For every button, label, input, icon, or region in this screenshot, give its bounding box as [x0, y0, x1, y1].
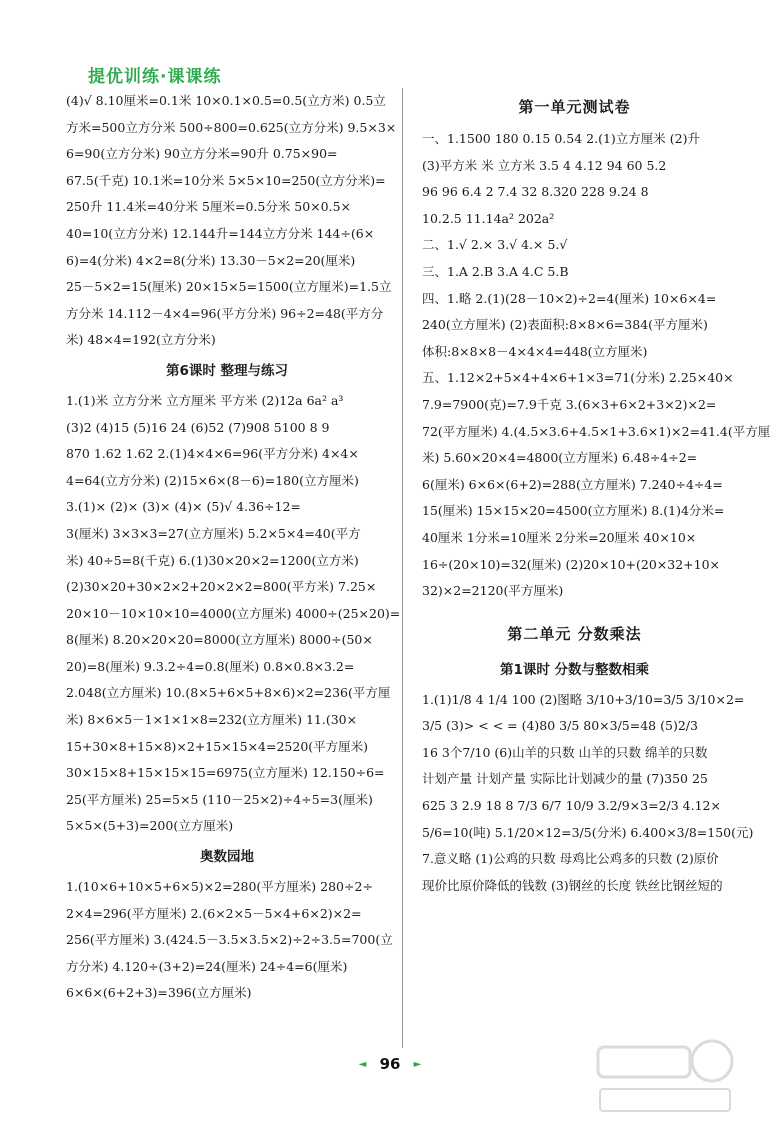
text-line: 30×15×8+15×15×15=6975(立方厘米) 12.150÷6=	[66, 765, 385, 781]
next-arrow-icon: ►	[413, 1059, 422, 1070]
text-line: 870 1.62 1.62 2.(1)4×4×6=96(平方分米) 4×4×	[66, 446, 359, 462]
text-line: 16÷(20×10)=32(厘米) (2)20×10+(20×32+10×	[422, 556, 721, 572]
text-line: 二、1.√ 2.× 3.√ 4.× 5.√	[422, 237, 568, 253]
text-line: 5/6=10(吨) 5.1/20×12=3/5(分米) 6.400×3/8=150(元)	[422, 824, 754, 840]
watermark-badge	[598, 1047, 690, 1077]
text-line: 4=64(立方分米) (2)15×6×(8－6)=180(立方厘米)	[66, 472, 359, 488]
text-line: 2.048(立方厘米) 10.(8×5+6×5+8×6)×2=236(平方厘	[66, 685, 391, 701]
text-line: 米) 8×6×5－1×1×1×8=232(立方厘米) 11.(30×	[66, 712, 358, 728]
text-line: 米) 5.60×20×4=4800(立方厘米) 6.48÷4÷2=	[422, 450, 698, 466]
text-line: 3.(1)× (2)× (3)× (4)× (5)√ 4.36÷12=	[66, 499, 301, 515]
text-line: (2)30×20+30×2×2+20×2×2=800(平方米) 7.25×	[66, 579, 377, 595]
text-line: 256(平方厘米) 3.(424.5－3.5×3.5×2)÷2÷3.5=700(立	[66, 932, 393, 948]
text-line: 方分米) 4.120÷(3+2)=24(厘米) 24÷4=6(厘米)	[66, 958, 348, 974]
text-line: 40厘米 1分米=10厘米 2分米=20厘米 40×10×	[422, 529, 697, 545]
text-line: 体积:8×8×8－4×4×4=448(立方厘米)	[422, 343, 648, 359]
text-line: 250升 11.4米=40分米 5厘米=0.5分米 50×0.5×	[66, 199, 352, 215]
text-line: (4)√ 8.10厘米=0.1米 10×0.1×0.5=0.5(立方米) 0.5立	[66, 93, 386, 108]
text-line: 3(厘米) 3×3×3=27(立方厘米) 5.2×5×4=40(平方	[66, 525, 361, 541]
text-line: 方米=500立方分米 500÷800=0.625(立方分米) 9.5×3×	[66, 119, 397, 135]
text-line: 20)=8(厘米) 9.3.2÷4=0.8(厘米) 0.8×0.8×3.2=	[66, 658, 355, 674]
series-title: 提优训练·课课练	[88, 67, 222, 87]
text-line: 10.2.5 11.14a² 202a²	[422, 210, 555, 226]
text-line: 6)=4(分米) 4×2=8(分米) 13.30－5×2=20(厘米)	[66, 252, 356, 268]
text-line: 1.(10×6+10×5+6×5)×2=280(平方厘米) 280÷2÷	[66, 879, 373, 895]
text-line: 8(厘米) 8.20×20×20=8000(立方厘米) 8000÷(50×	[66, 632, 373, 648]
text-line: 四、1.略 2.(1)(28－10×2)÷2=4(厘米) 10×6×4=	[422, 290, 717, 306]
unit1-test-heading: 第一单元测试卷	[518, 98, 631, 116]
text-line: 96 96 6.4 2 7.4 32 8.320 228 9.24 8	[422, 184, 649, 200]
text-line: 15+30×8+15×8)×2+15×15×4=2520(平方厘米)	[66, 738, 369, 754]
prev-arrow-icon: ◄	[358, 1059, 367, 1070]
lesson1-block	[422, 687, 754, 900]
text-line: 20×10－10×10×10=4000(立方厘米) 4000÷(25×20)=	[66, 605, 401, 621]
text-line: (3)平方米 米 立方米 3.5 4 4.12 94 60 5.2	[422, 157, 667, 173]
lesson1-heading: 第1课时 分数与整数相乘	[499, 661, 650, 678]
text-line: 25(平方厘米) 25=5×5 (110－25×2)÷4÷5=3(厘米)	[66, 791, 373, 807]
text-line: 625 3 2.9 18 8 7/3 6/7 10/9 3.2/9×3=2/3 4.12×	[422, 798, 721, 814]
text-line: 40=10(立方分米) 12.144升=144立方分米 144÷(6×	[66, 225, 375, 241]
spacer	[422, 605, 727, 615]
text-line: 16 3个7/10 (6)山羊的只数 山羊的只数 绵羊的只数	[422, 744, 708, 760]
olympiad-heading: 奥数园地	[200, 849, 254, 866]
right-column	[422, 88, 770, 1051]
text-line: 32)×2=2120(平方厘米)	[422, 583, 564, 599]
page-footer	[350, 1055, 430, 1073]
lesson6-block	[66, 388, 401, 840]
text-line: 2×4=296(平方厘米) 2.(6×2×5－5×4+6×2)×2=	[66, 905, 362, 921]
column-divider	[402, 88, 403, 1048]
watermark-ring-icon	[692, 1041, 732, 1081]
text-line: 现价比原价降低的钱数 (3)钢丝的长度 铁丝比钢丝短的	[422, 877, 723, 893]
unit1-test-block	[422, 126, 770, 605]
text-line: 一、1.1500 180 0.15 0.54 2.(1)立方厘米 (2)升	[422, 131, 700, 146]
olympiad-block	[66, 874, 393, 1007]
watermark-logo	[590, 1029, 740, 1119]
text-line: 67.5(千克) 10.1米=10分米 5×5×10=250(立方分米)=	[66, 172, 386, 188]
lesson6-heading: 第6课时 整理与练习	[165, 362, 289, 379]
text-line: 7.9=7900(克)=7.9千克 3.(6×3+6×2+3×2)×2=	[422, 396, 717, 412]
page-number: 96	[379, 1055, 401, 1073]
text-line: 6(厘米) 6×6×(6+2)=288(立方厘米) 7.240÷4÷4=	[422, 476, 723, 492]
text-line: 72(平方厘米) 4.(4.5×3.6+4.5×1+3.6×1)×2=41.4(平方厘	[422, 423, 770, 439]
text-line: 米) 48×4=192(立方分米)	[66, 332, 216, 348]
unit2-heading: 第二单元 分数乘法	[507, 624, 642, 643]
text-line: 计划产量 计划产量 实际比计划减少的量 (7)350 25	[422, 771, 708, 787]
text-line: 米) 40÷5=8(千克) 6.(1)30×20×2=1200(立方米)	[66, 552, 359, 568]
text-line: 240(立方厘米) (2)表面积:8×8×6=384(平方厘米)	[422, 317, 708, 333]
text-line: 方分米 14.112－4×4=96(平方分米) 96÷2=48(平方分	[66, 305, 384, 321]
text-line: 15(厘米) 15×15×20=4500(立方厘米) 8.(1)4分米=	[422, 503, 725, 519]
text-line: 三、1.A 2.B 3.A 4.C 5.B	[422, 263, 569, 279]
left-column	[66, 88, 401, 1051]
text-line: 1.(1)米 立方分米 立方厘米 平方米 (2)12a 6a² a³	[66, 392, 344, 408]
text-line: (3)2 (4)15 (5)16 24 (6)52 (7)908 5100 8 9	[66, 419, 330, 435]
text-line: 6=90(立方分米) 90立方分米=90升 0.75×90=	[66, 146, 338, 162]
block1	[66, 88, 397, 354]
text-line: 25－5×2=15(厘米) 20×15×5=1500(立方厘米)=1.5立	[66, 279, 392, 295]
text-line: 1.(1)1/8 4 1/4 100 (2)图略 3/10+3/10=3/5 3/10×2=	[422, 691, 745, 707]
text-line: 7.意义略 (1)公鸡的只数 母鸡比公鸡多的只数 (2)原价	[422, 851, 719, 867]
watermark-url-box	[600, 1089, 730, 1111]
text-line: 5×5×(5+3)=200(立方厘米)	[66, 818, 234, 834]
text-line: 6×6×(6+2+3)=396(立方厘米)	[66, 985, 252, 1001]
text-line: 3/5 (3)> < < = (4)80 3/5 80×3/5=48 (5)2/3	[422, 718, 698, 734]
text-line: 五、1.12×2+5×4+4×6+1×3=71(分米) 2.25×40×	[422, 370, 734, 386]
